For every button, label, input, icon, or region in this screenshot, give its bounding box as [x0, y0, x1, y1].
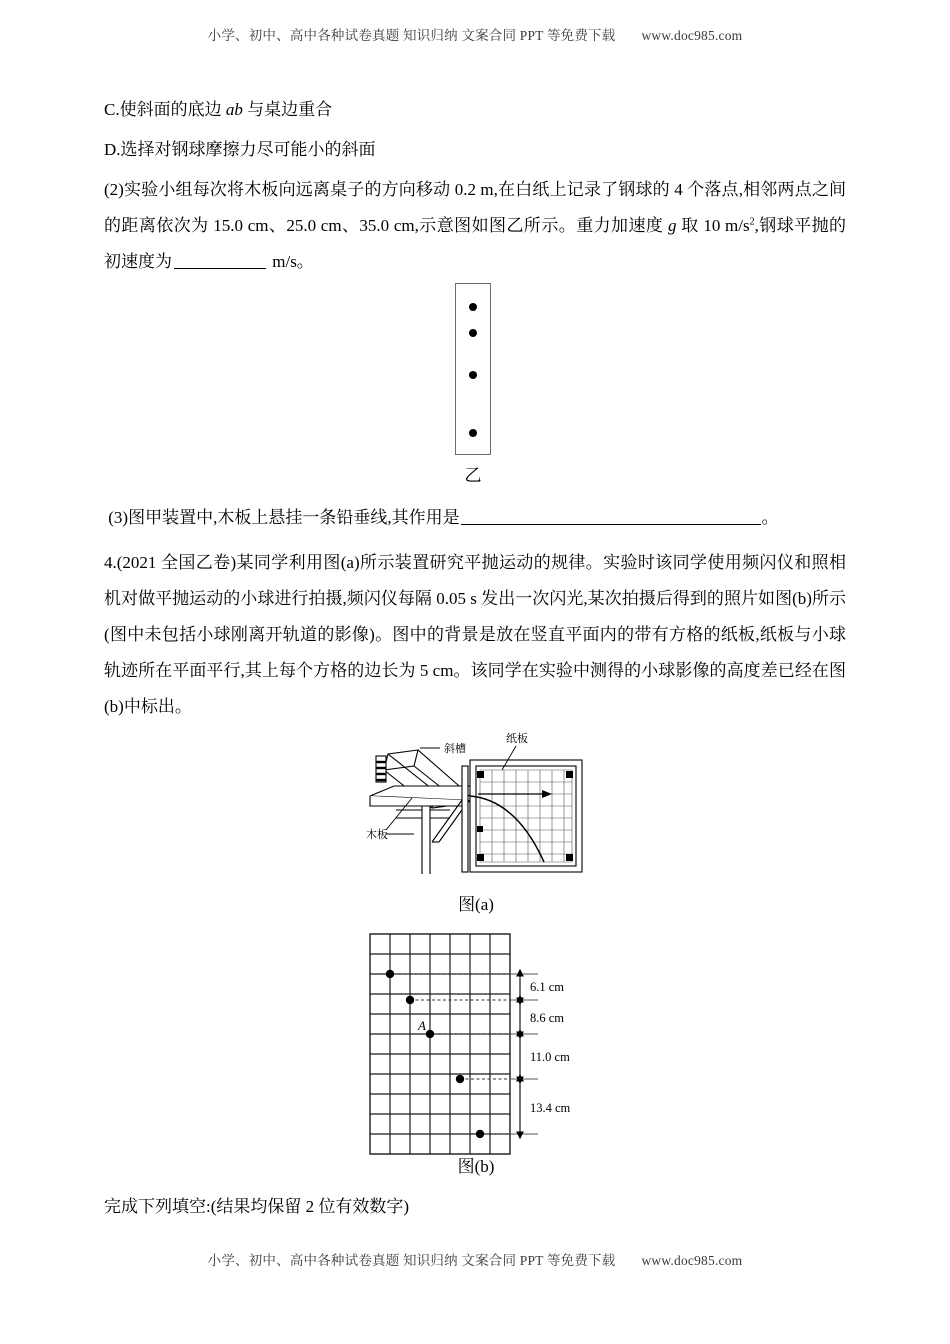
- ball-image-1: [386, 970, 394, 978]
- point-label-A: A: [418, 1018, 426, 1033]
- running-head-url: www.doc985.com: [641, 28, 743, 43]
- label-wood-board: 木板: [366, 829, 388, 841]
- figure-b-drawing: [368, 932, 588, 1158]
- landing-point-3: [469, 371, 477, 379]
- label-chute: 斜槽: [444, 743, 466, 755]
- measurement-label-1: 6.1 cm: [530, 980, 565, 994]
- label-paper-board: 纸板: [506, 733, 528, 745]
- landing-point-4: [469, 429, 477, 437]
- answer-blank-plumbline[interactable]: [461, 524, 761, 525]
- part3-text-b: 。: [761, 508, 779, 527]
- part2-exponent: 2: [749, 216, 755, 228]
- part2-text-d: m/s。: [268, 252, 314, 271]
- part2-symbol-g: g: [668, 216, 677, 235]
- answer-blank-velocity[interactable]: [174, 268, 266, 269]
- part2-text-b: 取 10 m/s: [676, 216, 750, 235]
- measurement-label-4: 13.4 cm: [530, 1101, 571, 1115]
- measurement-label-2: 8.6 cm: [530, 1011, 565, 1025]
- question3-part2: [104, 172, 846, 280]
- running-foot: [0, 1249, 950, 1269]
- question4-text: 4.(2021 全国乙卷)某同学利用图(a)所示装置研究平抛运动的规律。实验时该同学使用频闪仪和照相机对做平抛运动的小球进行拍摄,频闪仪每隔 0.05 s 发出一次闪光,某次拍摄后得到的照片如图(b)所示(图中未包括小球刚离开轨道的影像)。图中的背景是放在竖直平面内的带有方格的纸板,纸板与小球轨迹所在平面平行,其上每个方格的边长为 5 cm。该同学在实验中测得的小球影像的高度差已经在图(b)中标出。: [104, 553, 846, 716]
- part2-text-a: (2)实验小组每次将木板向远离桌子的方向移动 0.2 m,在白纸上记录了钢球的 4 个落点,相邻两点之间的距离依次为 15.0 cm、25.0 cm、35.0 cm,示意图如图乙所示。重力加速度: [104, 180, 846, 235]
- running-foot-url: www.doc985.com: [641, 1253, 743, 1268]
- running-head: [0, 24, 950, 44]
- ball-image-4: [456, 1075, 464, 1083]
- figure-b-caption: 图(b): [457, 1157, 495, 1176]
- figure-yi-caption: 乙: [464, 466, 482, 485]
- part2-text-c: ,钢球平抛的初速度为: [104, 216, 847, 271]
- option-c-italic: ab: [225, 100, 243, 119]
- landing-point-1: [469, 303, 477, 311]
- figure-a-drawing: [366, 730, 596, 880]
- figure-a-caption: 图(a): [458, 895, 494, 914]
- measurement-arrows: [517, 970, 523, 1138]
- question4-tail: 完成下列填空:(结果均保留 2 位有效数字): [104, 1197, 410, 1216]
- ball-image-2: [406, 996, 414, 1004]
- running-head-text: 小学、初中、高中各种试卷真题 知识归纳 文案合同 PPT 等免费下载: [207, 28, 616, 43]
- figure-b: [368, 932, 588, 1158]
- ball-image-5: [476, 1130, 484, 1138]
- ball-image-A: [426, 1030, 434, 1038]
- part3-text-a: (3)图甲装置中,木板上悬挂一条铅垂线,其作用是: [108, 508, 460, 527]
- document-body: [104, 92, 846, 286]
- option-c: [104, 92, 846, 128]
- figure-a: [366, 730, 596, 880]
- option-c-suffix: 与桌边重合: [242, 100, 333, 119]
- option-c-prefix: C.使斜面的底边: [104, 100, 226, 119]
- measurement-label-3: 11.0 cm: [530, 1050, 570, 1064]
- landing-point-2: [469, 329, 477, 337]
- running-foot-text: 小学、初中、高中各种试卷真题 知识归纳 文案合同 PPT 等免费下载: [207, 1253, 616, 1268]
- figure-yi: [455, 283, 491, 455]
- question3-part3: [104, 500, 846, 536]
- option-d: D.选择对钢球摩擦力尽可能小的斜面: [104, 140, 376, 159]
